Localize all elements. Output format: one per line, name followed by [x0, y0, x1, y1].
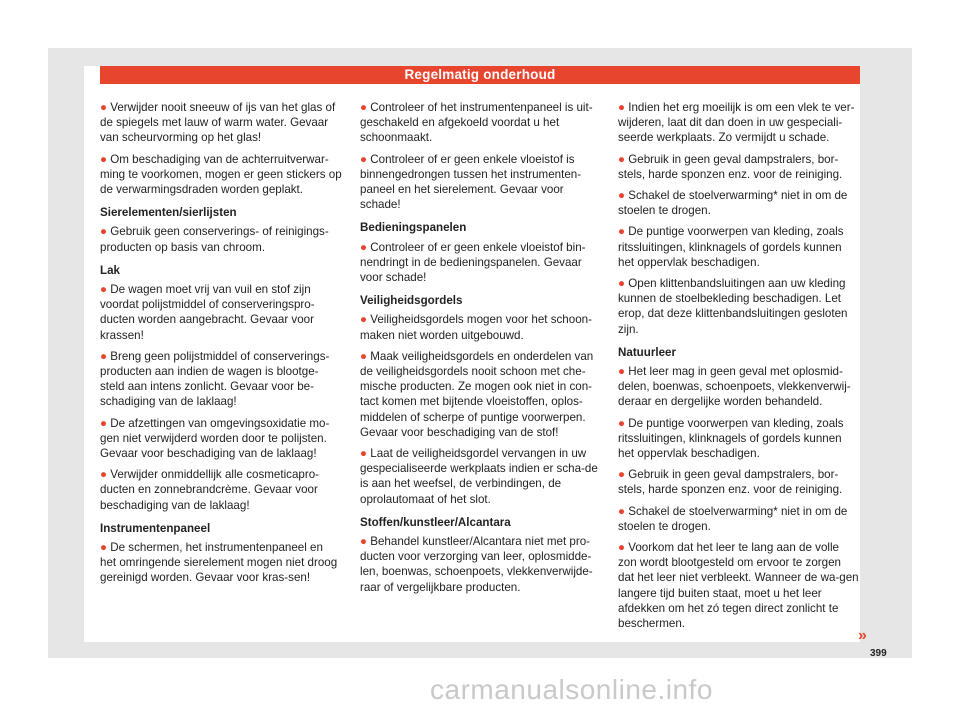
bullet-paragraph — [618, 224, 860, 270]
bullet-paragraph — [100, 152, 342, 198]
bullet-paragraph — [100, 467, 342, 513]
section-heading: Sierelementen/sierlijsten — [100, 206, 237, 220]
bullet-icon: ● — [618, 365, 626, 379]
page-number: 399 — [870, 648, 887, 659]
section-heading: Lak — [100, 263, 120, 277]
bullet-paragraph — [618, 364, 860, 410]
bullet-paragraph — [618, 188, 860, 218]
paragraph-text: De puntige voorwerpen van kleding, zoals ritssluitingen, klinknagels of gordels kunnen het oppervlak beschadigen. — [618, 416, 844, 461]
paragraph-text: Controleer of er geen enkele vloeistof bin-nendringt in de bedieningspanelen. Gevaar voor schade! — [360, 240, 586, 285]
section-heading: Bedieningspanelen — [360, 221, 467, 235]
bullet-icon: ● — [100, 349, 108, 363]
paragraph-text: Voorkom dat het leer te lang aan de volle zon wordt blootgesteld om ervoor te zorgen dat het leer niet verbleekt. Wanneer de wa-gen langere tijd buiten staat, moet u het leer afdekken om het zó tegen direct zonlicht te beschermen. — [618, 541, 859, 631]
bullet-icon: ● — [618, 416, 626, 430]
bullet-icon: ● — [618, 101, 626, 114]
bullet-paragraph — [618, 100, 860, 146]
bullet-paragraph — [618, 152, 860, 182]
bullet-icon: ● — [100, 416, 108, 430]
bullet-paragraph — [360, 534, 602, 595]
bullet-icon: ● — [360, 313, 368, 327]
bullet-icon: ● — [618, 152, 626, 166]
paragraph-text: Verwijder onmiddellijk alle cosmeticapro-ducten en zonnebrandcrème. Gevaar voor beschadiging van de laklaag! — [100, 468, 320, 512]
bullet-paragraph — [100, 100, 342, 146]
paragraph-text: Om beschadiging van de achterruitverwar-ming te voorkomen, mogen er geen stickers op de verwarmingsdraden worden geplakt. — [100, 152, 342, 197]
paragraph-text: Schakel de stoelverwarming* niet in om de stoelen te drogen. — [618, 504, 848, 533]
bullet-paragraph — [100, 349, 342, 410]
paragraph-text: De schermen, het instrumentenpaneel en het omringende sierelement mogen niet droog gereinigd worden. Gevaar voor kras-sen! — [100, 541, 338, 585]
bullet-paragraph — [100, 224, 342, 254]
bullet-paragraph — [100, 282, 342, 343]
bullet-icon: ● — [618, 277, 626, 291]
bullet-icon: ● — [100, 225, 108, 239]
bullet-paragraph — [618, 540, 860, 631]
paragraph-text: Open klittenbandsluitingen aan uw kleding kunnen de stoelbekleding beschadigen. Let erop, dat deze klittenbandsluitingen gesloten zijn. — [618, 277, 848, 336]
bullet-icon: ● — [360, 101, 368, 114]
bullet-paragraph — [360, 100, 602, 146]
column-3 — [618, 100, 860, 637]
paragraph-text: De afzettingen van omgevingsoxidatie mo-gen niet verwijderd worden door te polijsten. Gevaar voor beschadiging van de laklaag! — [100, 416, 330, 461]
column-2 — [360, 100, 602, 601]
bullet-icon: ● — [100, 541, 108, 555]
paragraph-text: De puntige voorwerpen van kleding, zoals ritssluitingen, klinknagels of gordels kunnen het oppervlak beschadigen. — [618, 225, 844, 269]
bullet-paragraph — [618, 467, 860, 497]
bullet-icon: ● — [100, 283, 108, 297]
bullet-icon: ● — [618, 225, 626, 239]
paragraph-text: Maak veiligheidsgordels en onderdelen van de veiligheidsgordels nooit schoon met che-mische producten. Ze mogen ook niet in con-tact komen met bijtende vloeistoffen, oplos-middelen of scherpe of puntige voorwerpen. Gevaar voor beschadiging van de stof! — [360, 349, 594, 439]
bullet-paragraph — [618, 416, 860, 462]
paragraph-text: Het leer mag in geen geval met oplosmid-delen, boenwas, schoenpoets, vlekkenverwij-deraar en dergelijke worden behandeld. — [618, 365, 851, 409]
bullet-icon: ● — [618, 468, 626, 482]
bullet-paragraph — [360, 349, 602, 440]
section-heading: Stoffen/kunstleer/Alcantara — [360, 515, 511, 529]
bullet-paragraph — [100, 540, 342, 586]
bullet-paragraph — [618, 504, 860, 534]
paragraph-text: Controleer of het instrumentenpaneel is uit-geschakeld en afgekoeld voordat u het schoonmaakt. — [360, 101, 593, 145]
bullet-icon: ● — [100, 101, 108, 114]
bullet-paragraph — [360, 240, 602, 286]
section-heading: Veiligheidsgordels — [360, 294, 463, 308]
bullet-icon: ● — [360, 240, 368, 254]
paragraph-text: Schakel de stoelverwarming* niet in om de stoelen te drogen. — [618, 189, 848, 218]
section-heading: Instrumentenpaneel — [100, 521, 211, 535]
bullet-paragraph — [360, 446, 602, 507]
bullet-icon: ● — [360, 535, 368, 549]
bullet-icon: ● — [618, 504, 626, 518]
paragraph-text: Indien het erg moeilijk is om een vlek te ver-wijderen, laat dit dan doen in uw gespeciali-seerde werkplaats. Zo vermijdt u schade. — [618, 101, 855, 145]
continue-arrow-icon: » — [858, 627, 867, 644]
watermark: carmanualsonline.info — [430, 674, 713, 705]
paragraph-text: Breng geen polijstmiddel of conserverings-producten aan indien de wagen is blootge-steld aan intens zonlicht. Gevaar voor be-schadiging van de laklaag! — [100, 349, 330, 409]
bullet-paragraph — [360, 152, 602, 213]
paragraph-text: Gebruik in geen geval dampstralers, bor-stels, harde sponzen enz. voor de reiniging. — [618, 468, 843, 497]
paragraph-text: Laat de veiligheidsgordel vervangen in uw gespecialiseerde werkplaats indien er scha-de is aan het weefsel, de verbindingen, de oprolautomaat of het slot. — [360, 447, 598, 506]
bullet-icon: ● — [618, 541, 626, 555]
page-title: Regelmatig onderhoud — [100, 66, 860, 84]
paragraph-text: Controleer of er geen enkele vloeistof is binnengedrongen tussen het instrumenten-paneel en het sierelement. Gevaar voor schade! — [360, 152, 582, 212]
bullet-icon: ● — [100, 152, 108, 166]
bullet-paragraph — [100, 416, 342, 462]
paragraph-text: Gebruik in geen geval dampstralers, bor-stels, harde sponzen enz. voor de reiniging. — [618, 152, 843, 181]
paragraph-text: De wagen moet vrij van vuil en stof zijn voordat polijstmiddel of conserveringspro-ducten worden aangebracht. Gevaar voor krassen! — [100, 283, 315, 342]
paragraph-text: Veiligheidsgordels mogen voor het schoon-maken niet worden uitgebouwd. — [360, 313, 592, 342]
paragraph-text: Behandel kunstleer/Alcantara niet met pro-ducten voor verzorging van leer, oplosmidde-len, boenwas, schoenpoets, vlekkenverwijde-raar of vergelijkbare producten. — [360, 535, 593, 594]
paragraph-text: Verwijder nooit sneeuw of ijs van het glas of de spiegels met lauw of warm water. Gevaar van scheurvorming op het glas! — [100, 101, 336, 145]
bullet-icon: ● — [360, 447, 368, 461]
bullet-icon: ● — [100, 468, 108, 482]
section-heading: Natuurleer — [618, 345, 676, 359]
paragraph-text: Gebruik geen conserverings- of reinigings-producten op basis van chroom. — [100, 225, 329, 254]
bullet-icon: ● — [618, 189, 626, 203]
column-1 — [100, 100, 342, 592]
bullet-icon: ● — [360, 349, 368, 363]
bullet-paragraph — [360, 312, 602, 342]
bullet-paragraph — [618, 276, 860, 337]
bullet-icon: ● — [360, 152, 368, 166]
